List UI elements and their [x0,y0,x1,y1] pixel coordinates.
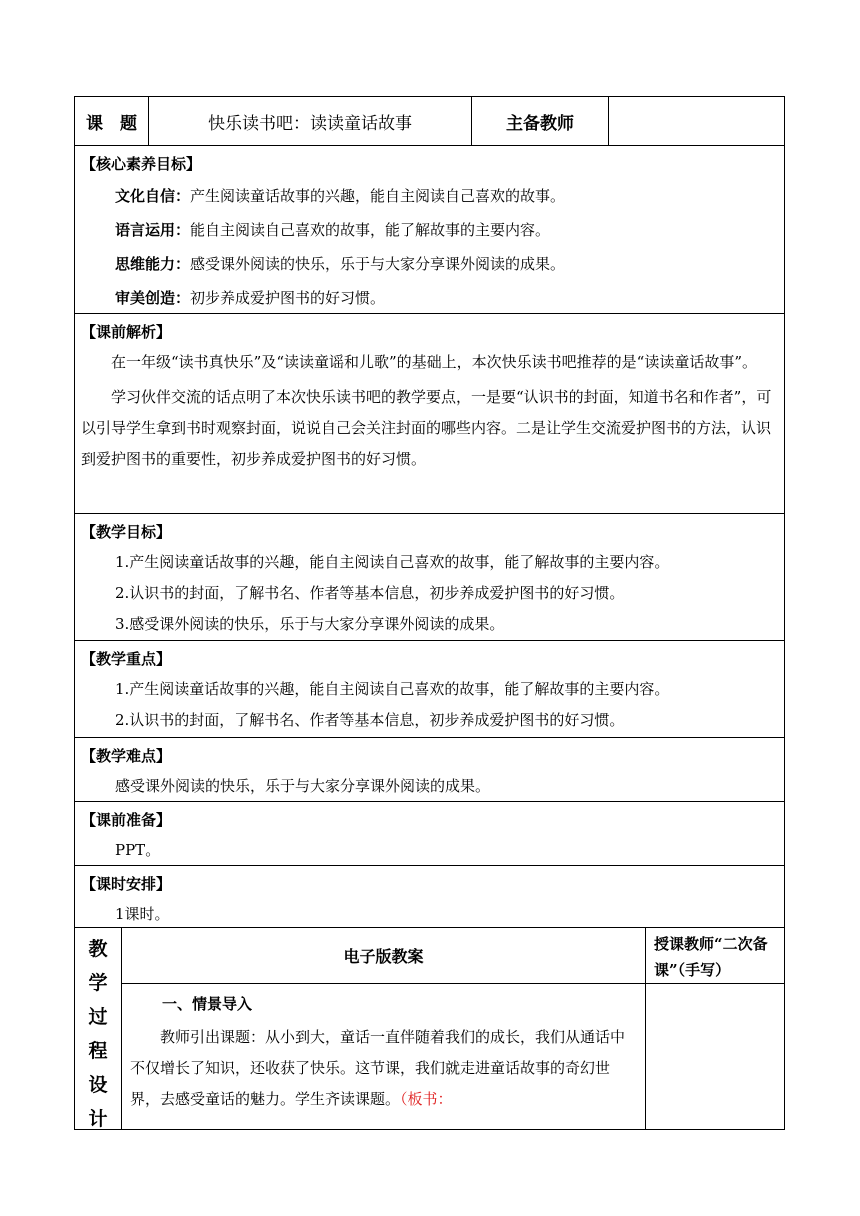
electronic-plan-header: 电子版教案 [122,928,645,984]
teaching-goal-item: 3.感受课外阅读的快乐，乐于与大家分享课外阅读的成果。 [115,615,505,633]
section-title: 一、情景导入 [162,995,253,1013]
key-points-section [75,641,784,738]
schedule-text: 1课时。 [115,905,170,923]
core-goal-item [75,247,784,281]
side-char: 学 [88,972,108,994]
core-goal-text: 能自主阅读自己喜欢的故事，能了解故事的主要内容。 [190,221,551,239]
schedule-heading: 【课时安排】 [81,875,172,893]
teaching-goal-item: 2.认识书的封面，了解书名、作者等基本信息，初步养成爱护图书的好习惯。 [115,584,625,602]
schedule-section [75,866,784,928]
teaching-goals-section [75,514,784,641]
analysis-paragraph: 学习伙伴交流的话点明了本次快乐读书吧的教学要点，一是要“认识书的封面，知道书名和作者”，可以引导学生拿到书时观察封面，说说自己会关注封面的哪些内容。二是让学生交流爱护图书的方法，认识到爱护图书的重要性，初步养成爱护图书的好习惯。 [81,388,772,468]
key-point-item: 1.产生阅读童话故事的兴趣，能自主阅读自己喜欢的故事，能了解故事的主要内容。 [115,680,670,698]
topic-label: 课 题 [75,97,149,145]
intro-text: 教师引出课题：从小到大，童话一直伴随着我们的成长，我们从通话中不仅增长了知识，还收获了快乐。这节课，我们就走进童话故事的奇幻世界，去感受童话的魅力。学生齐读课题。 [130,1028,626,1108]
electronic-plan-column [122,928,646,1130]
intro-paragraph [130,1022,637,1115]
core-goal-item [75,281,784,315]
lesson-plan-table [74,96,785,1130]
second-prep-header: 授课教师“二次备课”（手写） [646,928,784,984]
teaching-goals-heading: 【教学目标】 [81,523,172,541]
side-char: 程 [88,1040,108,1062]
core-goal-label: 审美创造： [115,289,191,307]
analysis-section [75,314,784,514]
difficulty-heading: 【教学难点】 [81,747,172,765]
second-prep-column [646,928,784,1130]
board-note: （板书： [400,1090,453,1108]
electronic-plan-body [122,984,645,1115]
process-side-label [75,928,122,1130]
analysis-heading: 【课前解析】 [81,323,172,341]
analysis-paragraph: 在一年级“读书真快乐”及“读读童谣和儿歌”的基础上，本次快乐读书吧推荐的是“读读童话故事”。 [111,353,758,371]
core-goal-item [75,213,784,247]
core-goal-label: 语言运用： [115,221,191,239]
key-point-item: 2.认识书的封面，了解书名、作者等基本信息，初步养成爱护图书的好习惯。 [115,711,625,729]
side-char: 计 [88,1108,108,1130]
prep-heading: 【课前准备】 [81,811,172,829]
core-goal-item [75,179,784,213]
lesson-title: 快乐读书吧：读读童话故事 [149,97,472,145]
process-design-section [75,928,784,1130]
side-char: 设 [88,1074,108,1096]
difficulty-text: 感受课外阅读的快乐，乐于与大家分享课外阅读的成果。 [115,777,491,795]
lead-teacher-label: 主备教师 [472,97,609,145]
core-goal-text: 感受课外阅读的快乐，乐于与大家分享课外阅读的成果。 [190,255,566,273]
core-goal-label: 思维能力： [115,255,191,273]
core-goal-text: 产生阅读童话故事的兴趣，能自主阅读自己喜欢的故事。 [190,187,566,205]
side-char: 过 [88,1006,108,1028]
core-goals-section [75,146,784,314]
prep-section [75,802,784,866]
core-goals-heading: 【核心素养目标】 [81,155,202,173]
teaching-goal-item: 1.产生阅读童话故事的兴趣，能自主阅读自己喜欢的故事，能了解故事的主要内容。 [115,553,670,571]
core-goal-label: 文化自信： [115,187,191,205]
difficulty-section [75,738,784,802]
side-char: 教 [88,938,108,960]
lead-teacher-value [609,97,784,145]
core-goal-text: 初步养成爱护图书的好习惯。 [190,289,386,307]
key-points-heading: 【教学重点】 [81,650,172,668]
title-row [75,97,784,146]
prep-text: PPT。 [115,841,161,859]
